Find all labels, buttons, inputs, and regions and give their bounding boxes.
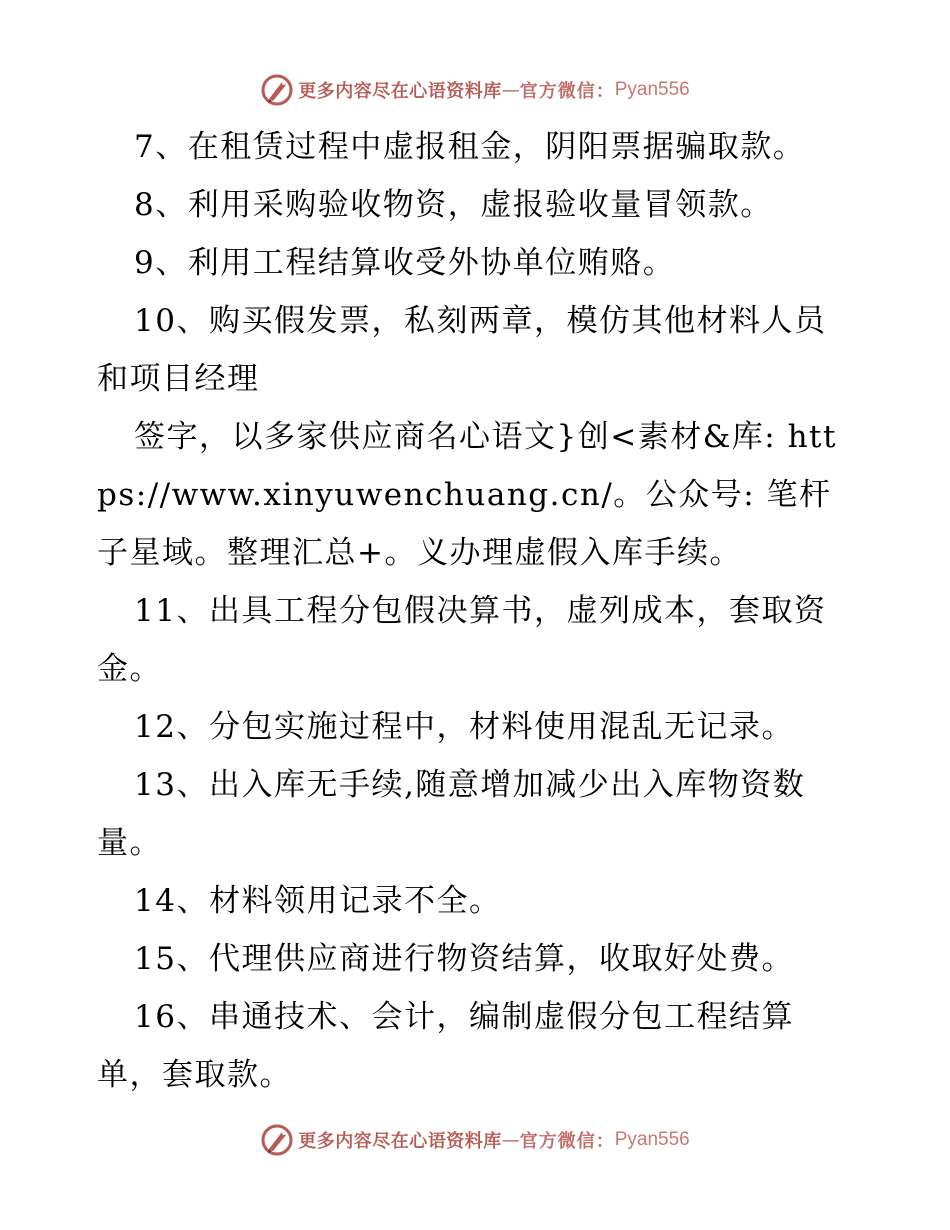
banner-wechat-id: Pyan556 — [614, 79, 690, 100]
banner-main-text: 更多内容尽在心语资料库 — [298, 81, 502, 102]
paragraph-item-8: 8、利用采购验收物资，虚报验收量冒领款。 — [134, 187, 773, 223]
paragraph-item-15: 15、代理供应商进行物资结算，收取好处费。 — [134, 941, 794, 977]
paragraph-item-16: 16、串通技术、会计，编制虚假分包工程结算单，套取款。 — [97, 999, 794, 1093]
paragraph-item-11: 11、出具工程分包假决算书，虚列成本，套取资金。 — [97, 593, 827, 687]
banner-wechat-label: 官方微信： — [519, 1131, 615, 1152]
paragraph-item-14: 14、材料领用记录不全。 — [134, 883, 502, 919]
banner-main-text: 更多内容尽在心语资料库 — [298, 1131, 502, 1152]
paragraph-item-10-continued: 签字，以多家供应商名心语文}创<素材&库: https://www.xinyuwenchuang.cn/。公众号: 笔杆子星域。整理汇总+。义办理虚假入库手续。 — [97, 419, 837, 571]
banner-dash: — — [501, 1129, 520, 1151]
paragraph-item-13: 13、出入库无手续,随意增加减少出入库物资数量。 — [97, 767, 806, 861]
banner-wechat-label: 官方微信： — [519, 81, 615, 102]
pen-logo-icon — [260, 1123, 294, 1157]
banner-dash: — — [501, 79, 520, 101]
footer-watermark-banner — [0, 1120, 950, 1160]
paragraph-item-12: 12、分包实施过程中，材料使用混乱无记录。 — [134, 709, 794, 745]
paragraph-item-7: 7、在租赁过程中虚报租金，阴阳票据骗取款。 — [134, 129, 806, 165]
paragraph-item-10: 10、购买假发票，私刻两章，模仿其他材料人员和项目经理 — [97, 303, 827, 397]
banner-wechat-id: Pyan556 — [614, 1129, 690, 1150]
header-watermark-banner — [0, 70, 950, 110]
paragraph-item-9: 9、利用工程结算收受外协单位贿赂。 — [134, 245, 676, 281]
document-body — [97, 118, 857, 1104]
pen-logo-icon — [260, 73, 294, 107]
